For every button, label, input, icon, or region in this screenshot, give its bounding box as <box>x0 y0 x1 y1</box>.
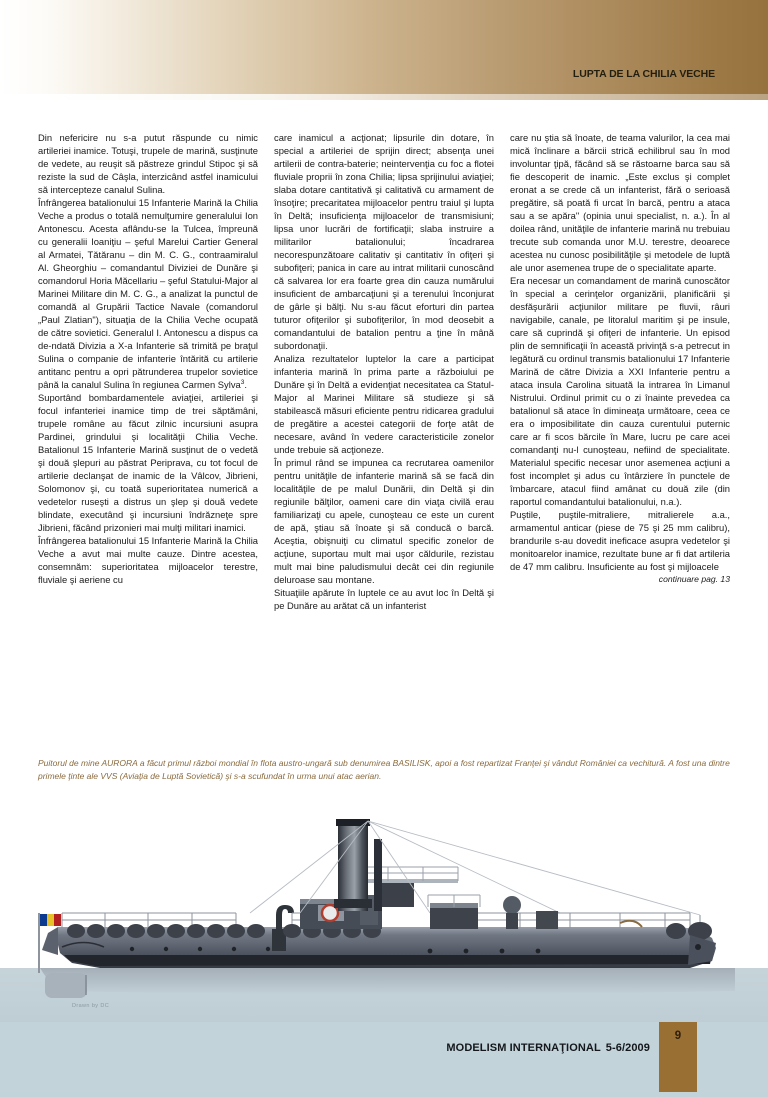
page-number: 9 <box>674 1030 682 1042</box>
paragraph: Din nefericire nu s-a putut răspunde cu nimic artileriei inamice. Totuşi, trupele de marină, susţinute de vedete, au reuşit să păstreze grindul Stipoc şi să reziste la sud de Câşla, interzicând astfel inamicului să intercepteze canalul Sulina. <box>38 132 258 195</box>
text-column-1 <box>38 131 258 612</box>
issue-number: 5-6/2009 <box>605 1042 650 1054</box>
aft-dome <box>666 923 686 939</box>
paragraph: Suportând bombardamentele aviaţiei, artileriei şi focul infanteriei inamice timp de trei săptămâni, trupele române au făcut zilnic incursiuni asupra Pardinei, grindului şi localităţii Chilia Veche. Batalionul 15 Infanterie Marină susţinut de o vedetă şi două şlepuri au păstrat Periprava, cu tot focul de artilerie declanşat de inamic de la Vâlcov, Jibrieni, Solomonov şi, cu toată superioritatea numerică a vedetelor ruseşti a distrus un şlep şi două vedete blindate, executând şi incursiuni îndrăzneţe spre Jibrieni, făcând prizonieri mai mulţi militari inamici. <box>38 392 258 533</box>
article-columns <box>38 131 732 612</box>
text-column-3 <box>510 131 730 612</box>
paragraph-text: Înfrângerea batalionului 15 Infanterie Marină la Chilia Veche a produs o totală nemulţumire generalului Ion Antonescu. Acesta aflându-se la Tulcea, împreună cu generalii Ioaniţiu – şeful Marelui Cartier General al Armatei, Tătăranu – din M. C. G., contraamiralul Al. Gheorghiu – comandantul Diviziei de Dunăre şi comandorul Horia Măcellariu – şeful Statului-Major al Marinei Militare din M. C. G., a analizat la punctul de comandă al Grupării Tactice Navale (comandorul „Paul Zlatian"), situaţia de la Chilia Veche ocupată de către sovietici. Generalul I. Antonescu a dispus ca de-ndată Divizia a X-a Infanterie să trimită pe braţul Sulina o companie de infanterie întărită cu artilerie antitanc pentru a opri pătrunderea trupelor sovietice până la canalul Sulina în regiunea Carmen Sylva <box>38 197 258 390</box>
funnel <box>334 819 382 911</box>
footnote-marker: 3 <box>240 378 245 386</box>
figure-caption: Puitorul de mine AURORA a făcut primul război mondial în flota austro-ungară sub denumirea BASILISK, apoi a fost repartizat Franţei şi vândut României ca vechitură. A fost una dintre primele ţinte ale VVS (Aviaţia de Luptă Sovietică) şi s-a scufundat în urma unui atac aerian. <box>38 758 730 781</box>
paragraph: care nu ştia să înoate, de teama valurilor, la cea mai mică înclinare a bărcii strică echilibrul sau în mod involuntar ţipă, făcând să se răstoarne barca sau să fie descoperit de inamic. „Este exclus şi complet eronat a se crede că un infanterist, fără o serioasă pregătire, să poată fi urcat în barcă, pentru a ataca sau a se apăra" (opinia unui specialist, n. a.). În al doilea rând, unităţile de infanterie marină nu trebuiau trecute sub comanda unor M.U. terestre, deoarece acestea nu cunosc posibilităţile şi metodele de luptă ale unor asemenea trupe de o specialitate aparte. <box>510 132 730 273</box>
paragraph: care inamicul a acţionat; lipsurile din dotare, în special a artileriei de sprijin direct; absenţa unei artilerii de contra-baterie; neintervenţia cu foc a flotei fluviale proprii în zona Chilia; lipsa sprijinului aviaţiei; slaba dotare cantitativă şi calitativă cu armament de însoţire; precaritatea mijloacelor pentru traiul şi lupta în Deltă; insuficienţa mijloacelor de transmisiuni; lipsa unor lucrări de fortificaţii; slaba instruire a militarilor batalionului; încadrarea necorespunzătoare calitativ şi cantitativ în ofiţeri şi subofiţeri; panica in care au intrat militarii cunoscând că salvarea lor era foarte grea din cauza numărului insuficient de ambarcaţiuni şi a terenului înconjurat de gârle şi bălţi. Nu s-au făcut eforturi din partea tuturor ofiţerilor şi subofiţerilor, în mod deosebit a comandantului de batalion pentru a ţine în mână subordonaţii. <box>274 132 494 351</box>
pontoon <box>45 973 87 998</box>
aft-railing <box>470 913 690 928</box>
continuation-note: continuare pag. 13 <box>658 574 730 584</box>
paragraph <box>38 196 258 391</box>
paragraph: Analiza rezultatelor luptelor la care a participat infanteria marină în prima parte a războiului pe Dunăre şi în Deltă a evidenţiat necesitatea ca Statul-Major al Marinei Militare să studieze şi să stabilească măsuri eficiente pentru ridicarea gradului de pregătire a acestei categorii de forţe atât de necesare, având în vedere caracteristicile zonelor unde trebuie să acţioneze. <box>274 353 494 455</box>
page-footer <box>0 1022 768 1097</box>
header-band <box>0 0 768 100</box>
searchlight <box>503 896 521 914</box>
deck-crane <box>620 921 642 927</box>
paragraph: Situaţiile apărute în luptele ce au avut loc în Deltă şi pe Dunăre au arătat că un infanterist <box>274 587 494 611</box>
text-column-2 <box>274 131 494 612</box>
bow-stem <box>42 927 58 955</box>
footer-bottom-strip <box>0 1092 768 1097</box>
magazine-name <box>446 1042 650 1054</box>
paragraph: Puştile, puştile-mitraliere, mitralierele a.a., armamentul anticar (piese de 75 şi 25 mm calibru), brandurile s-au dovedit ineficace asupra vedetelor şi monitoarelor inamice, rezultate bune ar fi dat artileria de 47 mm calibru. Insuficiente au fost şi mijloacele <box>510 509 730 572</box>
footnote-tail: . <box>244 379 247 390</box>
paragraph: În primul rând se impunea ca recrutarea oamenilor pentru unităţile de infanterie marină să se facă din localităţile de pe malul Dunării, din Deltă şi din regiunile bălţilor, oameni care din viaţa civilă erau familiarizaţi cu apele, cunoşteau ce este un curent de apă, ştiau să înoate şi să conducă o barcă. Aceştia, obişnuiţi cu climatul specific zonelor de acţiune, suportau mult mai uşor căldurile, rezistau mult mai bine paludismului decât cei din regiunile deluroase sau montane. <box>274 457 494 585</box>
ship-illustration <box>0 795 768 1040</box>
paragraph: Înfrângerea batalionului 15 Infanterie Marină la Chilia Veche a avut mai multe cauze. Dintre acestea, consemnăm: superioritatea mijloacelor terestre, fluviale şi aeriene cu <box>38 535 258 585</box>
forward-railing <box>62 913 236 928</box>
hull-reflection <box>40 968 735 995</box>
page-title: LUPTA DE LA CHILIA VECHE <box>572 68 715 80</box>
stern-hawse <box>695 944 701 950</box>
paragraph: Era necesar un comandament de marină cunoscător în special a cerinţelor organizării, planificării şi desfăşurării acţiunilor militare pe fluvii, râuri navigabile, canale, pe litoralul maritim şi pe insule, care să cuprindă şi ofiţeri de infanterie. Un episod plin de semnificaţii în această privinţă s-a petrecut in legătură cu ordinul transmis batalionului 17 Infanterie Marină de către Divizia a XXI Infanterie pentru a ataca insula Carolina situată la intrarea în Limanul Nistrului. Ordinul primit cu o zi înainte prevedea ca batalionul să atace în dimineaţa următoare, ceea ce era o imposibilitate din cauza curentului puternic care ar fi scos bărcile în Mare, lucru pe care acei comandanţi nu-l cunoşteau, nefiind de specialitate. Materialul specific necesar unor asemenea acţiuni a fost incomplet şi adus cu întârziere în punctele de îmbarcare, atacul fiind amânat cu două zile (din raportul comandantului batalionului, n.a.). <box>510 275 730 507</box>
magazine-title-text: MODELISM INTERNAŢIONAL <box>446 1042 601 1054</box>
page-number-box <box>659 1022 697 1097</box>
artist-signature: Drawn by DC <box>72 1003 110 1009</box>
